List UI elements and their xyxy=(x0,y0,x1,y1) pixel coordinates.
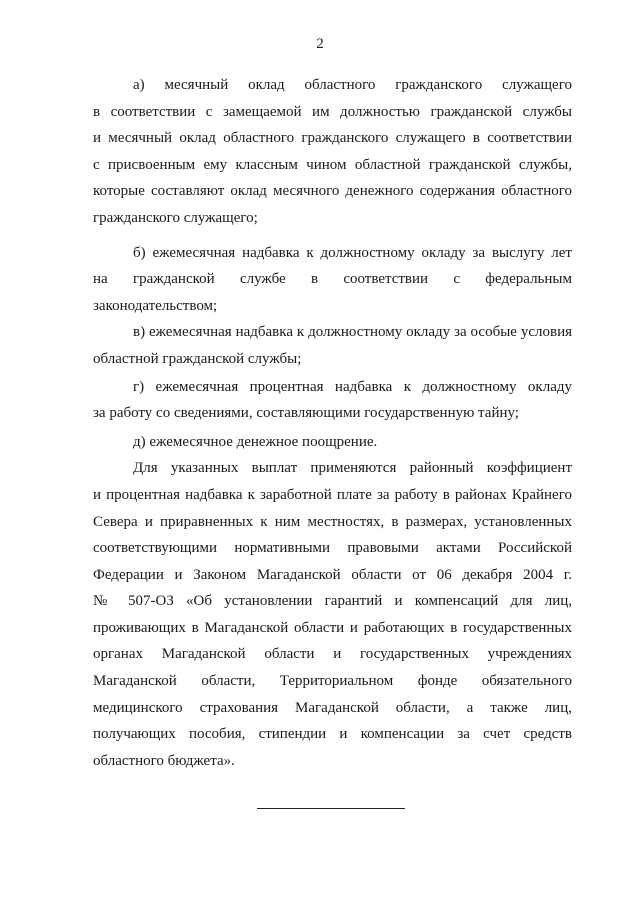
paragraph-b xyxy=(93,240,572,320)
text-line: с присвоенным ему классным чином областной гражданской службы, xyxy=(93,156,572,173)
end-of-text-rule xyxy=(257,808,405,809)
text-line: медицинского страхования Магаданской области, а также лиц, xyxy=(93,699,572,716)
text-line: за работу со сведениями, составляющими государственную тайну; xyxy=(93,405,519,422)
text-line: б) ежемесячная надбавка к должностному окладу за выслугу лет xyxy=(133,244,572,261)
text-line: № 507-ОЗ «Об установлении гарантий и компенсаций для лиц, xyxy=(93,593,572,610)
text-line: и месячный оклад областного гражданского служащего в соответствии xyxy=(93,130,572,147)
text-line: и процентная надбавка к заработной плате за работу в районах Крайнего xyxy=(93,486,572,503)
paragraph-d xyxy=(93,429,572,456)
text-line: проживающих в Магаданской области и работающих в государственных xyxy=(93,619,572,636)
text-line: соответствующими нормативными правовыми актами Российской xyxy=(93,540,572,557)
text-line: гражданского служащего; xyxy=(93,209,258,226)
paragraph-g xyxy=(93,374,572,427)
text-line: Магаданской области, Территориальном фонде обязательного xyxy=(93,673,572,690)
text-line: на гражданской службе в соответствии с федеральным xyxy=(93,271,572,288)
text-line: Севера и приравненных к ним местностях, в размерах, установленных xyxy=(93,513,572,530)
paragraph-regional-coefficient xyxy=(93,455,572,774)
paragraph-a xyxy=(93,72,572,232)
text-line: в) ежемесячная надбавка к должностному окладу за особые условия xyxy=(133,324,572,341)
text-line: органах Магаданской области и государственных учреждениях xyxy=(93,646,572,663)
text-line: областного бюджета». xyxy=(93,752,235,769)
page-number: 2 xyxy=(316,36,324,52)
text-line: в соответствии с замещаемой им должностью гражданской службы xyxy=(93,103,572,120)
text-line: Для указанных выплат применяются районный коэффициент xyxy=(133,460,572,477)
paragraph-v xyxy=(93,319,572,372)
text-line: которые составляют оклад месячного денежного содержания областного xyxy=(93,183,572,200)
text-line: законодательством; xyxy=(93,297,218,314)
text-line: областной гражданской службы; xyxy=(93,350,302,367)
text-line: получающих пособия, стипендии и компенсации за счет средств xyxy=(93,726,572,743)
text-line: а) месячный оклад областного гражданского служащего xyxy=(133,77,572,93)
text-line: д) ежемесячное денежное поощрение. xyxy=(133,433,378,450)
text-line: г) ежемесячная процентная надбавка к должностному окладу xyxy=(133,378,572,395)
document-body xyxy=(93,72,572,782)
text-line: Федерации и Законом Магаданской области от 06 декабря 2004 г. xyxy=(93,566,572,583)
